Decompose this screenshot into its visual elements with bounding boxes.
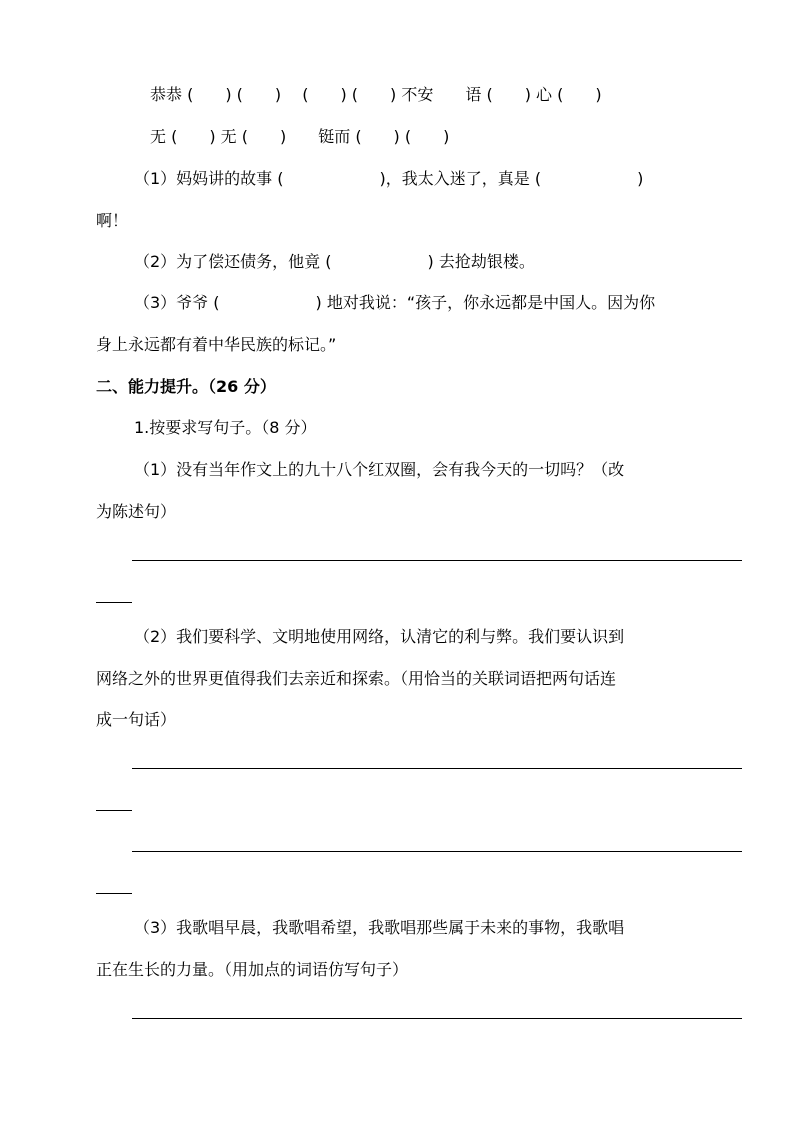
answer-line-1[interactable] <box>132 560 742 561</box>
question-1-line-2: 啊！ <box>96 211 129 230</box>
answer-line-2[interactable] <box>132 768 742 769</box>
answer-line-3[interactable] <box>132 851 742 852</box>
question-2: （2）为了偿还债务，他竟 ( ) 去抢劫银楼。 <box>134 252 535 271</box>
question-3-line-2: 身上永远都有着中华民族的标记。” <box>96 335 337 354</box>
sentence-2-line-1: （2）我们要科学、文明地使用网络，认清它的利与弊。我们要认识到 <box>134 627 625 646</box>
answer-line-2-tail[interactable] <box>96 810 132 811</box>
sentence-3-line-1: （3）我歌唱早晨，我歌唱希望，我歌唱那些属于未来的事物，我歌唱 <box>134 918 625 937</box>
answer-line-3-tail[interactable] <box>96 893 132 894</box>
question-3-line-1: （3）爷爷 ( ) 地对我说：“孩子，你永远都是中国人。因为你 <box>134 293 656 312</box>
idiom-row-1: 恭恭 ( ) ( ) ( ) ( ) 不安 语 ( ) 心 ( ) <box>150 85 602 104</box>
question-1-line-1: （1）妈妈讲的故事 ( )，我太入迷了，真是 ( ) <box>134 169 644 188</box>
sentence-2-line-2: 网络之外的世界更值得我们去亲近和探索。（用恰当的关联词语把两句话连 <box>96 669 617 688</box>
idiom-row-2: 无 ( ) 无 ( ) 铤而 ( ) ( ) <box>150 127 450 146</box>
sentence-1-line-1: （1）没有当年作文上的九十八个红双圈，会有我今天的一切吗？（改 <box>134 460 625 479</box>
task-1-heading: 1.按要求写句子。（8 分） <box>134 418 317 437</box>
sentence-1-line-2: 为陈述句） <box>96 502 177 521</box>
sentence-2-line-3: 成一句话） <box>96 710 177 729</box>
sentence-3-line-2: 正在生长的力量。（用加点的词语仿写句子） <box>96 960 409 979</box>
answer-line-1-tail[interactable] <box>96 602 132 603</box>
section-2-heading: 二、能力提升。（26 分） <box>96 377 276 396</box>
answer-line-4[interactable] <box>132 1018 742 1019</box>
